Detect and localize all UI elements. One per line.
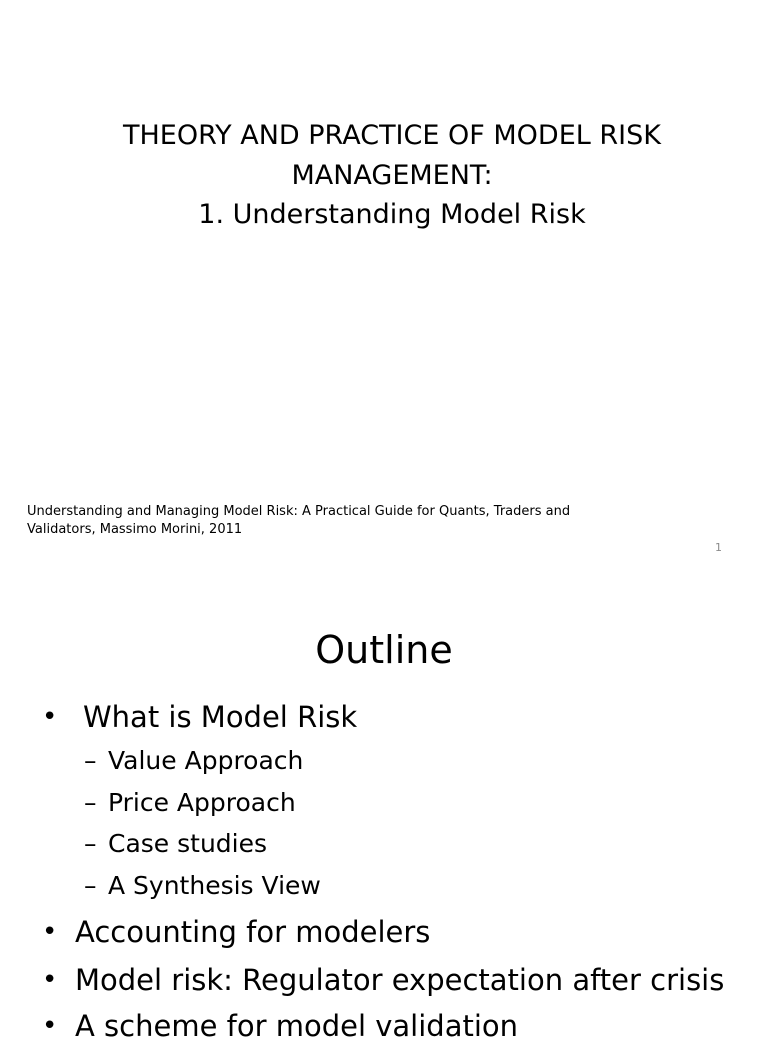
reference-line-2: Validators, Massimo Morini, 2011 [27,522,243,537]
sub-list-item-text: Value Approach [108,746,304,775]
list-item-text: A scheme for model validation [75,1009,519,1043]
outline-title: Outline [315,628,453,672]
list-item-text: Model risk: Regulator expectation after crisis [75,963,725,997]
dash-icon: – [84,746,97,775]
bullet-icon: • [42,1011,58,1041]
slide-number: 1 [715,541,722,554]
slide-title-line-1: THEORY AND PRACTICE OF MODEL RISK [123,120,661,151]
slide-title [80,116,704,235]
reference-line-1: Understanding and Managing Model Risk: A Practical Guide for Quants, Traders and [27,504,571,519]
sub-list-item-text: Case studies [108,829,268,858]
list-item-text: What is Model Risk [83,700,358,734]
slide-title-line-3: 1. Understanding Model Risk [198,199,586,230]
outline-list [0,576,768,1043]
dash-icon: – [84,829,97,858]
reference-text [27,503,587,539]
dash-icon: – [84,871,97,900]
list-item-text: Accounting for modelers [75,915,431,949]
sub-list-item-text: A Synthesis View [108,871,321,900]
bullet-icon: • [42,965,58,995]
slide-title-line-2: MANAGEMENT: [291,159,493,191]
sub-list-item-text: Price Approach [108,788,296,817]
outline-slide [0,576,768,1043]
bullet-icon: • [42,702,58,732]
dash-icon: – [84,788,97,817]
bullet-icon: • [42,917,58,947]
